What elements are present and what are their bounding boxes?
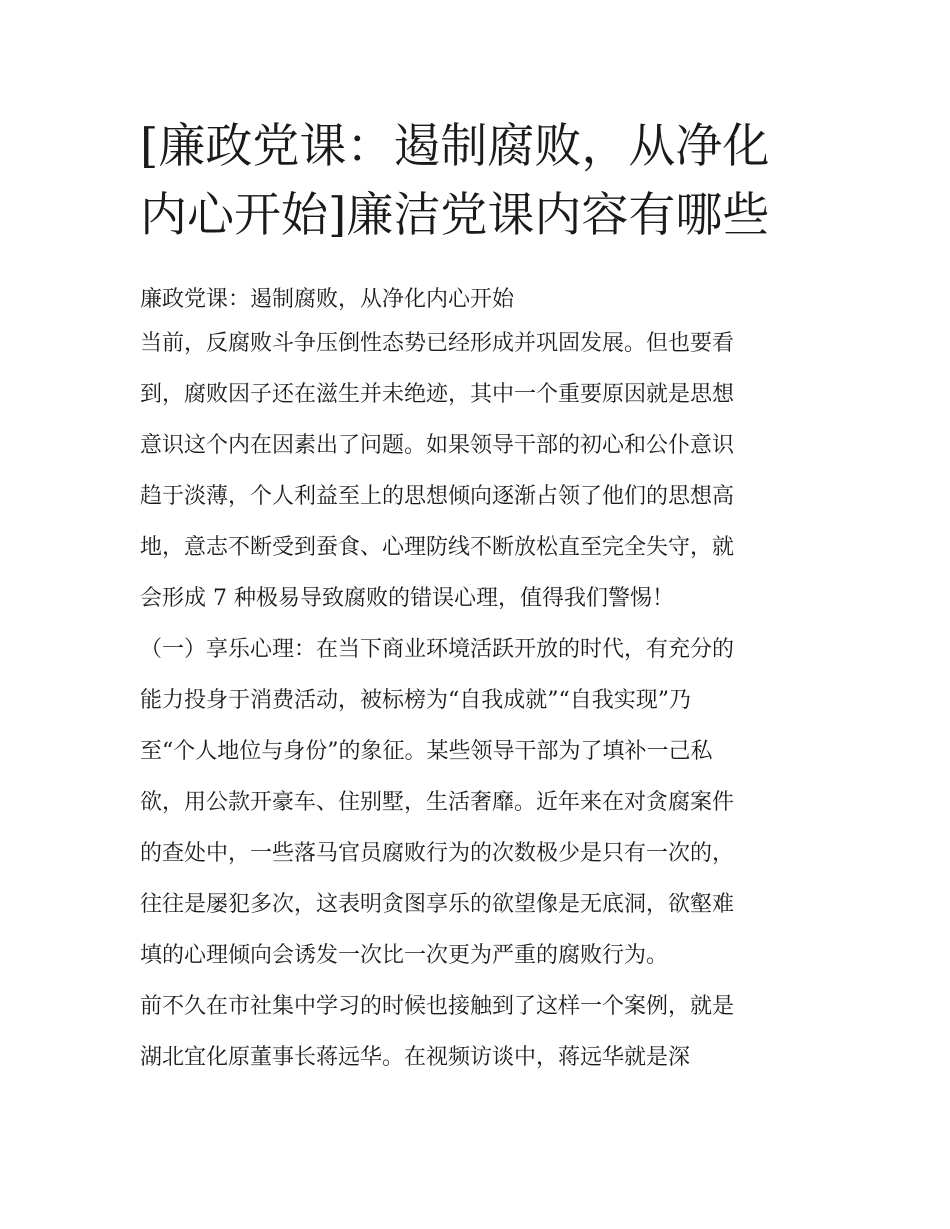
text-line: 至“个人地位与身份”的象征。某些领导干部为了填补一己私 bbox=[140, 739, 713, 764]
text-line: 地，意志不断受到蚕食、心理防线不断放松直至完全失守，就 bbox=[140, 535, 735, 560]
title-line-2: 内心开始]廉洁党课内容有哪些 bbox=[140, 188, 770, 243]
text-line: 湖北宜化原董事长蒋远华。在视频访谈中，蒋远华就是深 bbox=[140, 1045, 691, 1070]
text-line: 能力投身于消费活动，被标榜为“自我成就”“自我实现”乃 bbox=[140, 688, 691, 713]
paragraph-case-study bbox=[140, 981, 820, 1083]
text-line: 当前，反腐败斗争压倒性态势已经形成并巩固发展。但也要看 bbox=[140, 331, 735, 356]
title-line-1: [廉政党课：遏制腐败，从净化 bbox=[140, 119, 770, 174]
document-body bbox=[140, 284, 820, 1083]
text-line: 往往是屡犯多次，这表明贪图享乐的欲望像是无底洞，欲壑难 bbox=[140, 892, 735, 917]
text-line: （一）享乐心理：在当下商业环境活跃开放的时代，有充分的 bbox=[140, 637, 735, 662]
document-title bbox=[140, 112, 820, 250]
text-line: 会形成 7 种极易导致腐败的错误心理，值得我们警惕！ bbox=[140, 586, 674, 611]
text-line: 趋于淡薄，个人利益至上的思想倾向逐渐占领了他们的思想高 bbox=[140, 484, 735, 509]
paragraph-pleasure-mentality bbox=[140, 624, 820, 981]
text-line: 前不久在市社集中学习的时候也接触到了这样一个案例，就是 bbox=[140, 994, 735, 1019]
document-subtitle: 廉政党课：遏制腐败，从净化内心开始 bbox=[140, 287, 515, 312]
text-line: 意识这个内在因素出了问题。如果领导干部的初心和公仆意识 bbox=[140, 433, 735, 458]
text-line: 到，腐败因子还在滋生并未绝迹，其中一个重要原因就是思想 bbox=[140, 382, 735, 407]
text-line: 填的心理倾向会诱发一次比一次更为严重的腐败行为。 bbox=[140, 943, 669, 968]
text-line: 欲，用公款开豪车、住别墅，生活奢靡。近年来在对贪腐案件 bbox=[140, 790, 735, 815]
paragraph-intro bbox=[140, 318, 820, 624]
text-line: 的查处中，一些落马官员腐败行为的次数极少是只有一次的， bbox=[140, 841, 735, 866]
